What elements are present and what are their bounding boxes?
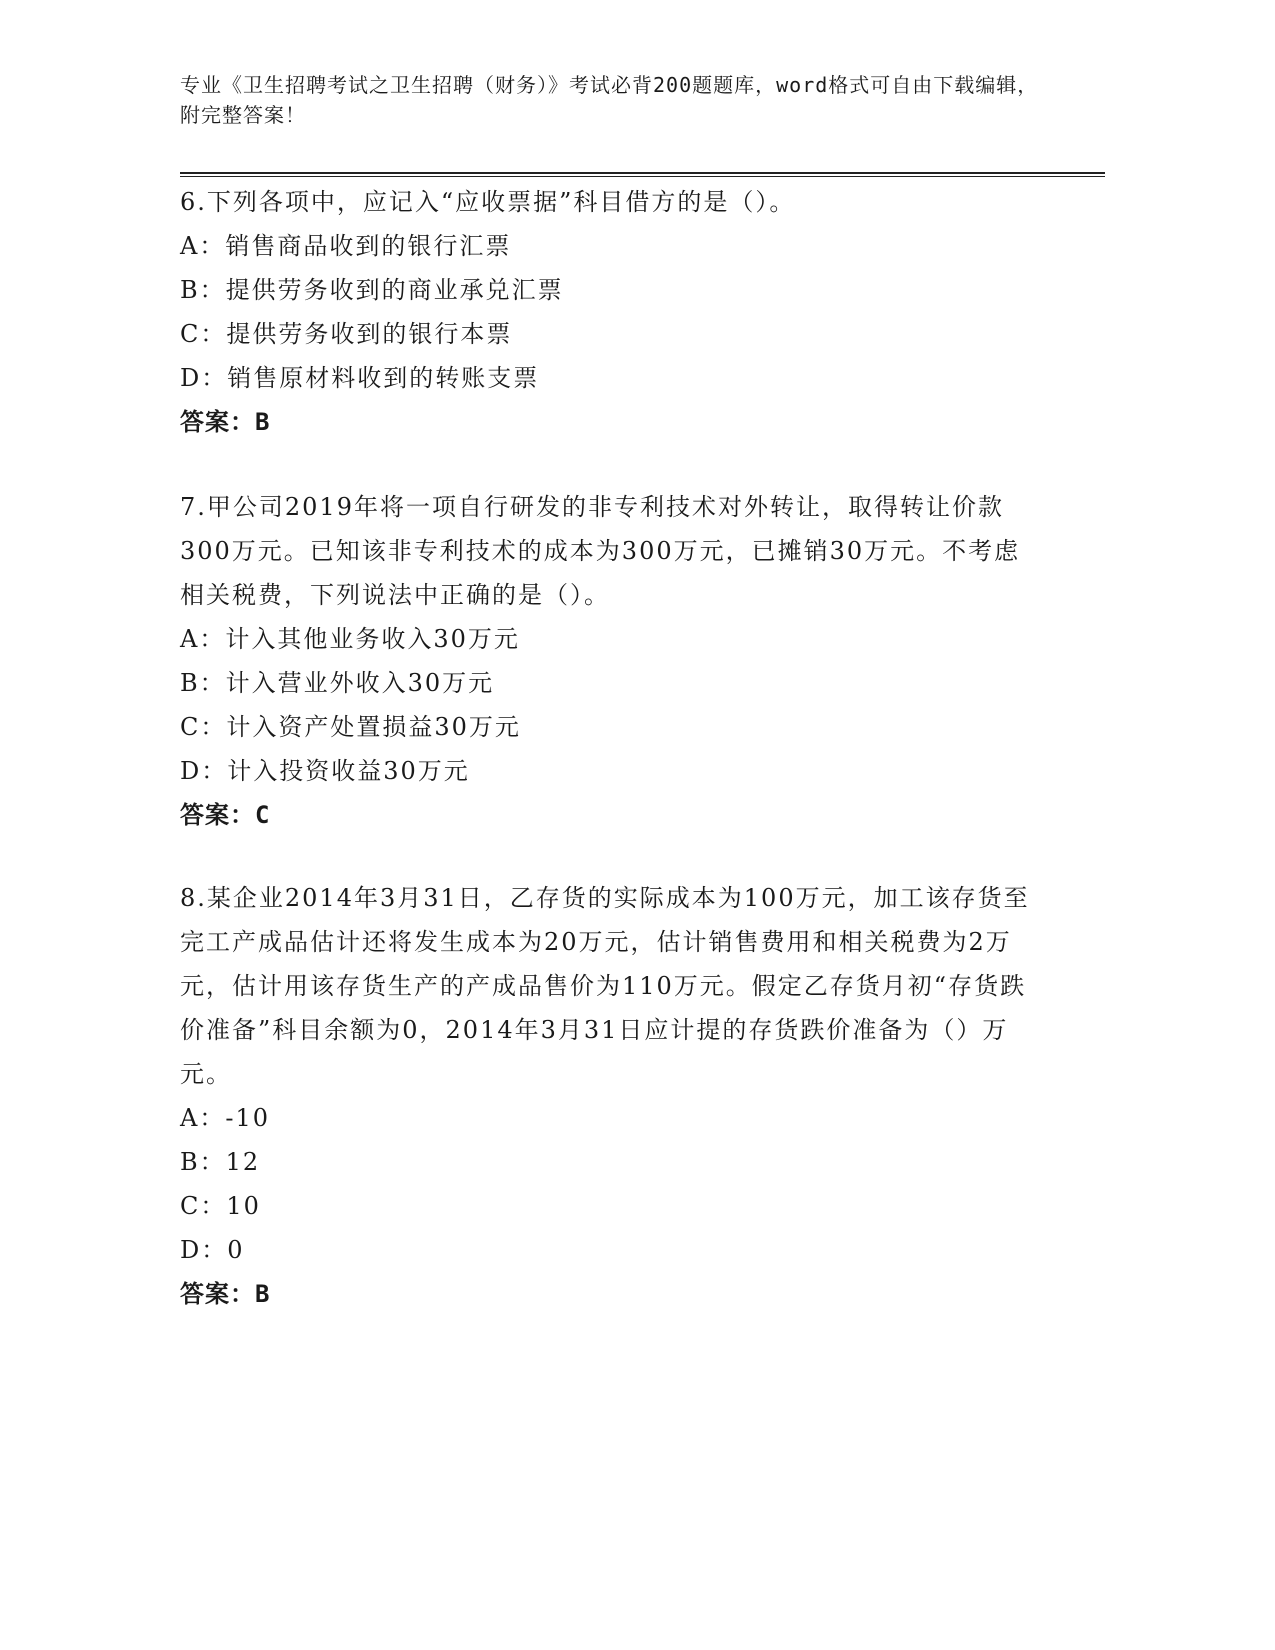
divider-line-thin (180, 176, 1105, 177)
answer: 答案：B (180, 1280, 271, 1308)
option-c: C：提供劳务收到的银行本票 (180, 320, 513, 348)
question-7 (180, 485, 1040, 837)
question-6 (180, 180, 1040, 444)
answer: 答案：C (180, 801, 271, 829)
option-d: D：0 (180, 1236, 245, 1264)
question-8 (180, 876, 1040, 1316)
option-c: C：计入资产处置损益30万元 (180, 713, 521, 741)
question-stem: 6.下列各项中，应记入“应收票据”科目借方的是（）。 (180, 188, 796, 216)
option-a: A：计入其他业务收入30万元 (180, 625, 520, 653)
option-a: A：销售商品收到的银行汇票 (180, 232, 512, 260)
option-d: D：计入投资收益30万元 (180, 757, 470, 785)
header-divider (180, 172, 1105, 178)
option-c: C：10 (180, 1192, 261, 1220)
answer: 答案：B (180, 408, 271, 436)
question-stem: 7.甲公司2019年将一项自行研发的非专利技术对外转让，取得转让价款300万元。已知该非专利技术的成本为300万元，已摊销30万元。不考虑相关税费，下列说法中正确的是（）。 (180, 493, 1021, 609)
option-b: B：计入营业外收入30万元 (180, 669, 495, 697)
option-b: B：12 (180, 1148, 261, 1176)
option-a: A：-10 (180, 1104, 270, 1132)
option-d: D：销售原材料收到的转账支票 (180, 364, 540, 392)
question-stem: 8.某企业2014年3月31日，乙存货的实际成本为100万元，加工该存货至完工产成品估计还将发生成本为20万元，估计销售费用和相关税费为2万元，估计用该存货生产的产成品售价为110万元。假定乙存货月初“存货跌价准备”科目余额为0，2014年3月31日应计提的存货跌价准备为（）万元。 (180, 884, 1030, 1088)
divider-line-thick (180, 172, 1105, 174)
document-header: 专业《卫生招聘考试之卫生招聘（财务）》考试必背200题题库，word格式可自由下载编辑，附完整答案！ (180, 73, 1039, 127)
option-b: B：提供劳务收到的商业承兑汇票 (180, 276, 564, 304)
